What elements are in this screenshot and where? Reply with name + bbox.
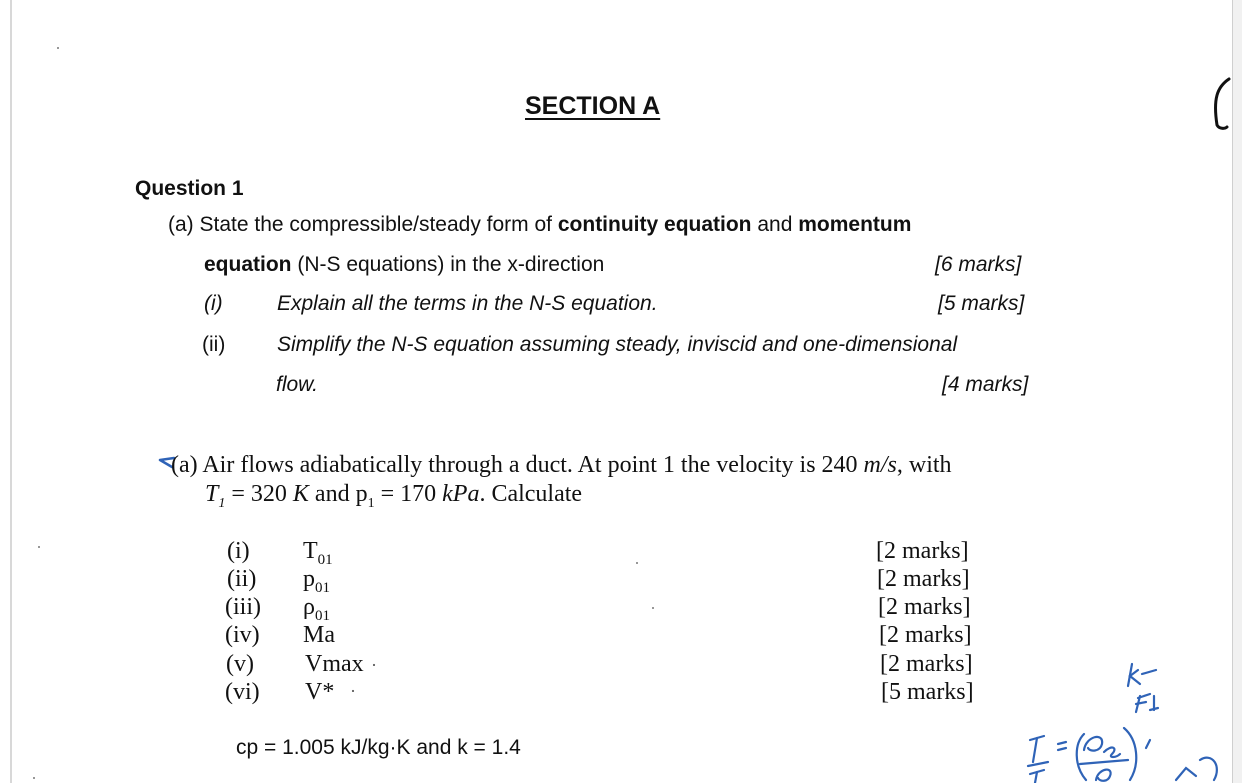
question-title: Question 1 bbox=[135, 177, 244, 200]
and-text: and p bbox=[308, 481, 368, 507]
p-sub: 1 bbox=[367, 495, 375, 511]
subpart-i-text: Explain all the terms in the N-S equation. bbox=[277, 292, 658, 315]
subpart-ii-text-cont: flow. bbox=[276, 373, 319, 396]
part-a-bold1: continuity equation bbox=[557, 213, 752, 236]
t-symbol: T bbox=[205, 481, 219, 507]
paper-speck bbox=[652, 607, 654, 609]
paper-speck bbox=[636, 562, 638, 564]
part-iii-symbol: $\rho_{01}$ bbox=[303, 594, 330, 624]
subpart-i-marks: [5 marks] bbox=[938, 292, 1025, 315]
part-a-text-mid: and bbox=[751, 213, 799, 236]
paper-speck bbox=[57, 47, 59, 49]
part-iii-marks: [2 marks] bbox=[878, 594, 971, 620]
part-b-line2 bbox=[205, 481, 582, 512]
part-iv-num: (iv) bbox=[225, 622, 260, 648]
t-value: = 320 bbox=[225, 481, 293, 507]
part-ii-num: (ii) bbox=[227, 566, 257, 592]
part-iii-num: (iii) bbox=[225, 594, 261, 620]
subpart-ii-text: Simplify the N-S equation assuming steady, inviscid and one-dimensional bbox=[277, 333, 958, 356]
p-unit: kPa bbox=[442, 481, 480, 507]
pen-dot-v: · bbox=[371, 655, 377, 675]
part-a-line1 bbox=[168, 213, 911, 237]
given-constants: cp = 1.005 kJ/kg·K and k = 1.4 bbox=[236, 736, 521, 759]
part-a-bold2: momentum bbox=[798, 213, 912, 236]
part-iv-marks: [2 marks] bbox=[879, 622, 972, 648]
part-a-text-start: State the compressible/steady form of bbox=[199, 213, 558, 236]
part-b-line2-end: . Calculate bbox=[479, 481, 583, 507]
section-title: SECTION A bbox=[525, 92, 661, 120]
part-i-num: (i) bbox=[227, 538, 250, 564]
pen-dot-vi: · bbox=[350, 681, 356, 701]
part-vi-symbol: V* bbox=[305, 679, 335, 705]
part-vi-marks: [5 marks] bbox=[881, 679, 974, 705]
part-a-marks: [6 marks] bbox=[935, 253, 1022, 276]
paper-speck bbox=[38, 546, 40, 548]
part-v-marks: [2 marks] bbox=[880, 651, 973, 677]
paper-speck bbox=[33, 777, 35, 779]
part-b-label: (a) bbox=[171, 452, 198, 478]
t-sub: 1 bbox=[218, 495, 226, 511]
edge-bracket-icon bbox=[1205, 75, 1235, 135]
part-b-line1-end: , with bbox=[896, 452, 952, 478]
part-a-text-end: (N-S equations) in the x-direction bbox=[291, 253, 605, 276]
part-iv-symbol: Ma bbox=[303, 622, 335, 648]
subpart-ii-num: (ii) bbox=[202, 333, 226, 356]
subpart-i-num: (i) bbox=[204, 292, 223, 315]
t-unit: K bbox=[292, 481, 309, 507]
p-value: = 170 bbox=[374, 481, 443, 507]
part-ii-symbol: $p_{01}$ bbox=[303, 566, 330, 596]
part-vi-num: (vi) bbox=[225, 679, 260, 705]
handwritten-formula-icon bbox=[1000, 640, 1230, 783]
part-v-num: (v) bbox=[226, 651, 254, 677]
part-i-symbol: $T_{01}$ bbox=[303, 538, 333, 568]
part-b-line1 bbox=[171, 452, 952, 479]
part-a-line2 bbox=[204, 253, 604, 277]
part-a-label: (a) bbox=[168, 213, 194, 236]
subpart-ii-marks: [4 marks] bbox=[942, 373, 1029, 396]
part-v-symbol: Vmax bbox=[305, 651, 364, 677]
part-b-line1-start: Air flows adiabatically through a duct. At point 1 the velocity is 240 bbox=[202, 452, 864, 478]
velocity-unit: m/s bbox=[863, 452, 897, 478]
part-a-bold3: equation bbox=[204, 253, 292, 276]
part-i-marks: [2 marks] bbox=[876, 538, 969, 564]
part-ii-marks: [2 marks] bbox=[877, 566, 970, 592]
